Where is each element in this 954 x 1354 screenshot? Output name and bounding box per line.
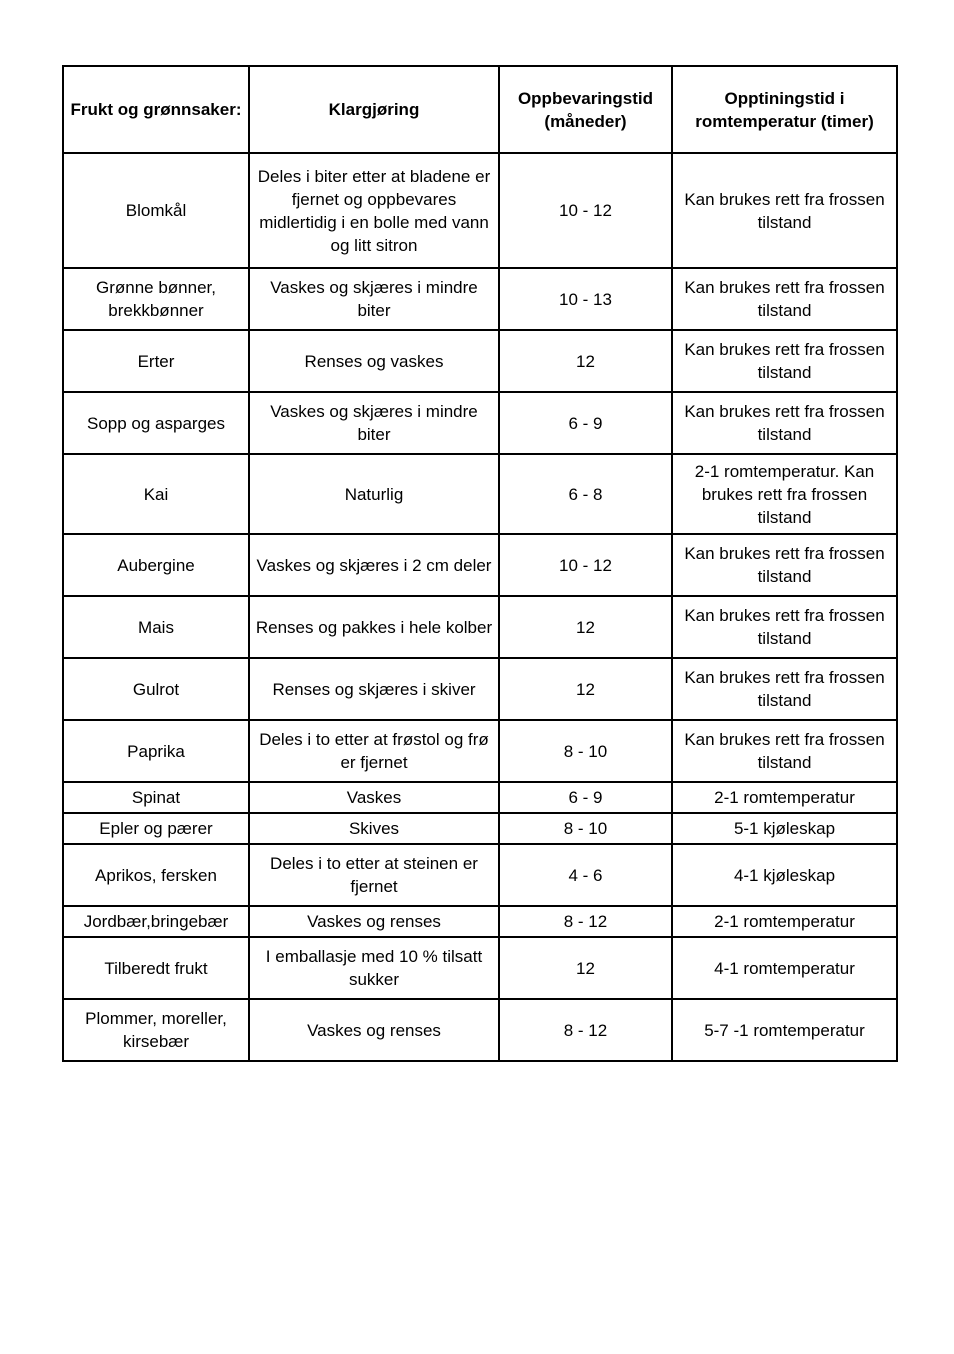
produce-cell: Aprikos, fersken (63, 844, 249, 906)
produce-cell: Aubergine (63, 534, 249, 596)
preparation-cell: Vaskes og skjæres i mindre biter (249, 392, 499, 454)
table-row (63, 330, 897, 392)
preparation-cell: Renses og pakkes i hele kolber (249, 596, 499, 658)
storage-time-cell: 8 - 10 (499, 813, 672, 844)
storage-time-cell: 10 - 12 (499, 534, 672, 596)
storage-time-cell: 8 - 12 (499, 906, 672, 937)
storage-time-cell: 10 - 13 (499, 268, 672, 330)
preparation-cell: Vaskes og renses (249, 906, 499, 937)
table-row (63, 844, 897, 906)
produce-cell: Paprika (63, 720, 249, 782)
table-row (63, 999, 897, 1061)
thawing-time-cell: Kan brukes rett fra frossen tilstand (672, 596, 897, 658)
preparation-cell: Vaskes (249, 782, 499, 813)
thawing-time-cell: Kan brukes rett fra frossen tilstand (672, 153, 897, 268)
preparation-cell: Deles i to etter at steinen er fjernet (249, 844, 499, 906)
produce-cell: Jordbær,bringebær (63, 906, 249, 937)
storage-time-cell: 12 (499, 330, 672, 392)
thawing-time-cell: 5-7 -1 romtemperatur (672, 999, 897, 1061)
header-cell-preparation: Klargjøring (249, 66, 499, 153)
header-cell-thawing-time: Opptiningstid i romtemperatur (timer) (672, 66, 897, 153)
header-row (63, 66, 897, 153)
thawing-time-cell: 2-1 romtemperatur. Kan brukes rett fra frossen tilstand (672, 454, 897, 534)
preparation-cell: Vaskes og skjæres i 2 cm deler (249, 534, 499, 596)
produce-cell: Gulrot (63, 658, 249, 720)
thawing-time-cell: Kan brukes rett fra frossen tilstand (672, 720, 897, 782)
thawing-time-cell: Kan brukes rett fra frossen tilstand (672, 534, 897, 596)
table-row (63, 782, 897, 813)
storage-time-cell: 10 - 12 (499, 153, 672, 268)
storage-time-cell: 6 - 9 (499, 782, 672, 813)
table-row (63, 720, 897, 782)
table-row (63, 658, 897, 720)
thawing-time-cell: 5-1 kjøleskap (672, 813, 897, 844)
storage-time-cell: 6 - 8 (499, 454, 672, 534)
produce-cell: Plommer, moreller, kirsebær (63, 999, 249, 1061)
produce-cell: Blomkål (63, 153, 249, 268)
storage-time-cell: 8 - 12 (499, 999, 672, 1061)
preparation-cell: I emballasje med 10 % tilsatt sukker (249, 937, 499, 999)
table-row (63, 906, 897, 937)
thawing-time-cell: 4-1 romtemperatur (672, 937, 897, 999)
preparation-cell: Skives (249, 813, 499, 844)
thawing-time-cell: 2-1 romtemperatur (672, 906, 897, 937)
table-row (63, 534, 897, 596)
table-row (63, 268, 897, 330)
preparation-cell: Renses og vaskes (249, 330, 499, 392)
thawing-time-cell: Kan brukes rett fra frossen tilstand (672, 658, 897, 720)
produce-cell: Tilberedt frukt (63, 937, 249, 999)
preparation-cell: Deles i to etter at frøstol og frø er fjernet (249, 720, 499, 782)
storage-table (62, 65, 898, 1062)
storage-time-cell: 12 (499, 658, 672, 720)
table-row (63, 153, 897, 268)
preparation-cell: Vaskes og skjæres i mindre biter (249, 268, 499, 330)
thawing-time-cell: Kan brukes rett fra frossen tilstand (672, 392, 897, 454)
header-cell-produce: Frukt og grønnsaker: (63, 66, 249, 153)
thawing-time-cell: 2-1 romtemperatur (672, 782, 897, 813)
produce-cell: Epler og pærer (63, 813, 249, 844)
storage-time-cell: 8 - 10 (499, 720, 672, 782)
header-cell-storage-time: Oppbevaringstid (måneder) (499, 66, 672, 153)
produce-cell: Grønne bønner, brekkbønner (63, 268, 249, 330)
table-row (63, 596, 897, 658)
produce-cell: Erter (63, 330, 249, 392)
table-row (63, 937, 897, 999)
preparation-cell: Deles i biter etter at bladene er fjernet og oppbevares midlertidig i en bolle med vann og litt sitron (249, 153, 499, 268)
thawing-time-cell: Kan brukes rett fra frossen tilstand (672, 268, 897, 330)
table-row (63, 454, 897, 534)
produce-cell: Kai (63, 454, 249, 534)
produce-cell: Spinat (63, 782, 249, 813)
produce-cell: Sopp og asparges (63, 392, 249, 454)
storage-time-cell: 4 - 6 (499, 844, 672, 906)
table-row (63, 392, 897, 454)
storage-time-cell: 12 (499, 596, 672, 658)
storage-time-cell: 12 (499, 937, 672, 999)
produce-cell: Mais (63, 596, 249, 658)
thawing-time-cell: Kan brukes rett fra frossen tilstand (672, 330, 897, 392)
table-row (63, 813, 897, 844)
preparation-cell: Vaskes og renses (249, 999, 499, 1061)
storage-time-cell: 6 - 9 (499, 392, 672, 454)
preparation-cell: Renses og skjæres i skiver (249, 658, 499, 720)
preparation-cell: Naturlig (249, 454, 499, 534)
thawing-time-cell: 4-1 kjøleskap (672, 844, 897, 906)
